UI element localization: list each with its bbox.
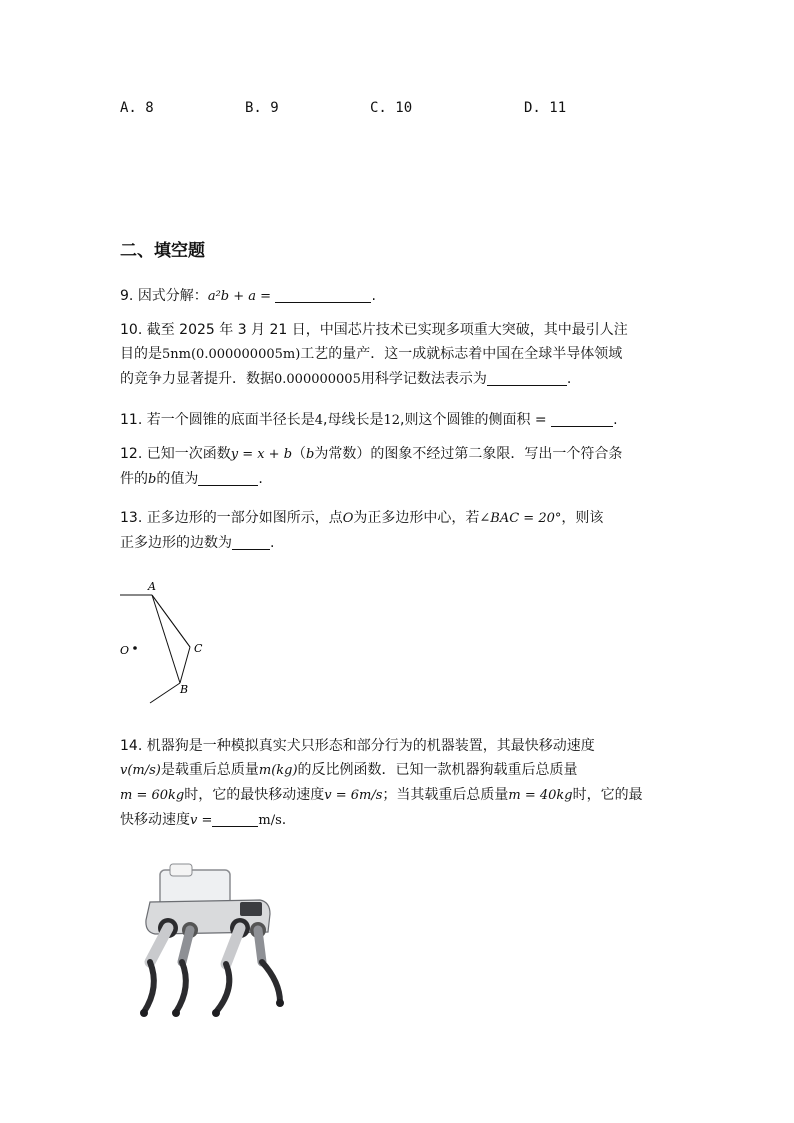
q10-end: . (566, 371, 572, 387)
polygon-edge-bottom (150, 683, 180, 703)
q14-line2b: 是载重后总质量 (160, 762, 259, 778)
q11-text-a: 若一个圆锥的底面半径长是 (146, 412, 315, 428)
q11-end: . (613, 412, 618, 428)
robot-foot-1 (140, 1009, 148, 1017)
option-d: D. 11 (524, 100, 567, 116)
robot-shin-front (216, 964, 229, 1012)
q14-line3d: ；当其载重后总质量 (382, 787, 509, 803)
q12-number: 12. (120, 446, 143, 462)
q13-answer-blank[interactable] (232, 533, 270, 550)
question-12 (120, 442, 680, 492)
q11-answer-blank[interactable] (551, 410, 613, 427)
robot-shin-rear-far (176, 962, 186, 1012)
q12-line2c: 的值为 (156, 471, 199, 487)
q11-radius: 4 (314, 413, 323, 428)
q10-line2c: 工艺的量产．这一成就标志着中国在全球半导体领域 (300, 346, 623, 362)
q14-m40: m = 40kg (508, 788, 573, 803)
segment-ab (152, 595, 180, 683)
q12-answer-blank[interactable] (198, 469, 258, 486)
q10-line3c: 用科学记数法表示为 (360, 371, 487, 387)
question-9 (120, 284, 680, 309)
q9-expression: a²b + a = (207, 289, 272, 304)
q10-number: 10. (120, 322, 143, 338)
q14-line3b: 时，它的最快移动速度 (184, 787, 325, 803)
q11-number: 11. (120, 412, 143, 428)
option-a: A. 8 (120, 100, 154, 116)
q14-line3f: 时，它的最 (572, 787, 643, 803)
q10-line3a: 的竞争力显著提升．数据 (120, 371, 274, 387)
q12-expression: y = x + b (230, 447, 293, 462)
label-c: C (194, 642, 203, 655)
q12-end: . (258, 471, 263, 487)
q14-answer-blank[interactable] (212, 810, 258, 827)
q11-text-b: ,母线长是 (323, 412, 384, 428)
question-11 (120, 408, 685, 433)
robot-shin-front-far (262, 962, 280, 1002)
q14-number: 14. (120, 738, 143, 754)
q12-b-var: b (306, 447, 315, 462)
question-10 (120, 318, 680, 392)
q14-line1: 机器狗是一种模拟真实犬只形态和部分行为的机器装置，其最快移动速度 (146, 738, 595, 754)
q14-v6: v = 6m/s (324, 788, 383, 803)
q10-answer-blank[interactable] (487, 369, 567, 386)
robot-foot-4 (276, 999, 284, 1007)
robot-thigh-front-far (258, 930, 262, 962)
q13-text-b: 为正多边形中心，若 (353, 510, 480, 526)
q13-line2: 正多边形的边数为 (120, 535, 232, 551)
q13-text-a: 正多边形的一部分如图所示，点 (146, 510, 343, 526)
robot-thigh-front (226, 928, 240, 964)
q11-slant: 12 (383, 413, 400, 428)
q13-end: . (270, 535, 275, 551)
q12-line2a: 件的 (120, 471, 148, 487)
q9-end: . (371, 288, 376, 304)
q14-unit: m/s (258, 813, 282, 828)
robot-sensor (170, 864, 192, 876)
q13-number: 13. (120, 510, 143, 526)
robot-dog-image (130, 862, 300, 1020)
robot-shin-rear (144, 962, 154, 1012)
q12-text-a: 已知一次函数 (146, 446, 231, 462)
question-14 (120, 734, 680, 833)
q9-text: 因式分解： (137, 288, 208, 304)
q13-text-c: ，则该 (561, 510, 604, 526)
polygon-figure (110, 575, 220, 705)
q14-line2d: 的反比例函数．已知一款机器狗载重后总质量 (297, 762, 578, 778)
option-c: C. 10 (370, 100, 413, 116)
robot-foot-2 (172, 1009, 180, 1017)
q12-text-c: 为常数）的图象不经过第二象限．写出一个符合条 (314, 446, 623, 462)
section-title: 二、填空题 (120, 241, 205, 261)
q11-text-c: ,则这个圆锥的侧面积 = (400, 412, 547, 428)
center-point-o (133, 646, 137, 650)
robot-head (240, 902, 262, 916)
label-a: A (148, 580, 156, 593)
q14-end: . (281, 812, 287, 828)
segment-ac (152, 595, 190, 647)
q10-line1: 截至 2025 年 3 月 21 日，中国芯片技术已实现多项重大突破，其中最引人注 (146, 322, 628, 338)
q12-line2b: b (148, 472, 157, 487)
q14-v-unit: v(m/s) (120, 763, 161, 778)
edge-bc-lower (180, 647, 190, 683)
q13-o: O (342, 511, 354, 526)
q9-number: 9. (120, 288, 134, 304)
q12-text-b: （ (292, 446, 307, 462)
robot-thigh-rear-far (182, 930, 190, 962)
q9-answer-blank[interactable] (275, 286, 371, 303)
q14-m-unit: m(kg) (258, 763, 298, 778)
q10-line3b: 0.000000005 (274, 372, 361, 387)
q10-line2b: 5nm(0.000000005m) (162, 347, 301, 362)
label-b: B (180, 683, 189, 696)
option-b: B. 9 (245, 100, 279, 116)
label-o: O (120, 644, 130, 657)
robot-foot-3 (212, 1009, 220, 1017)
q14-m60: m = 60kg (120, 788, 185, 803)
q13-angle: ∠BAC = 20° (479, 511, 562, 526)
q14-line4a: 快移动速度 (120, 812, 190, 828)
question-13 (120, 506, 680, 555)
q10-line2a: 目的是 (120, 346, 162, 362)
q14-v-eq: v = (190, 813, 213, 828)
